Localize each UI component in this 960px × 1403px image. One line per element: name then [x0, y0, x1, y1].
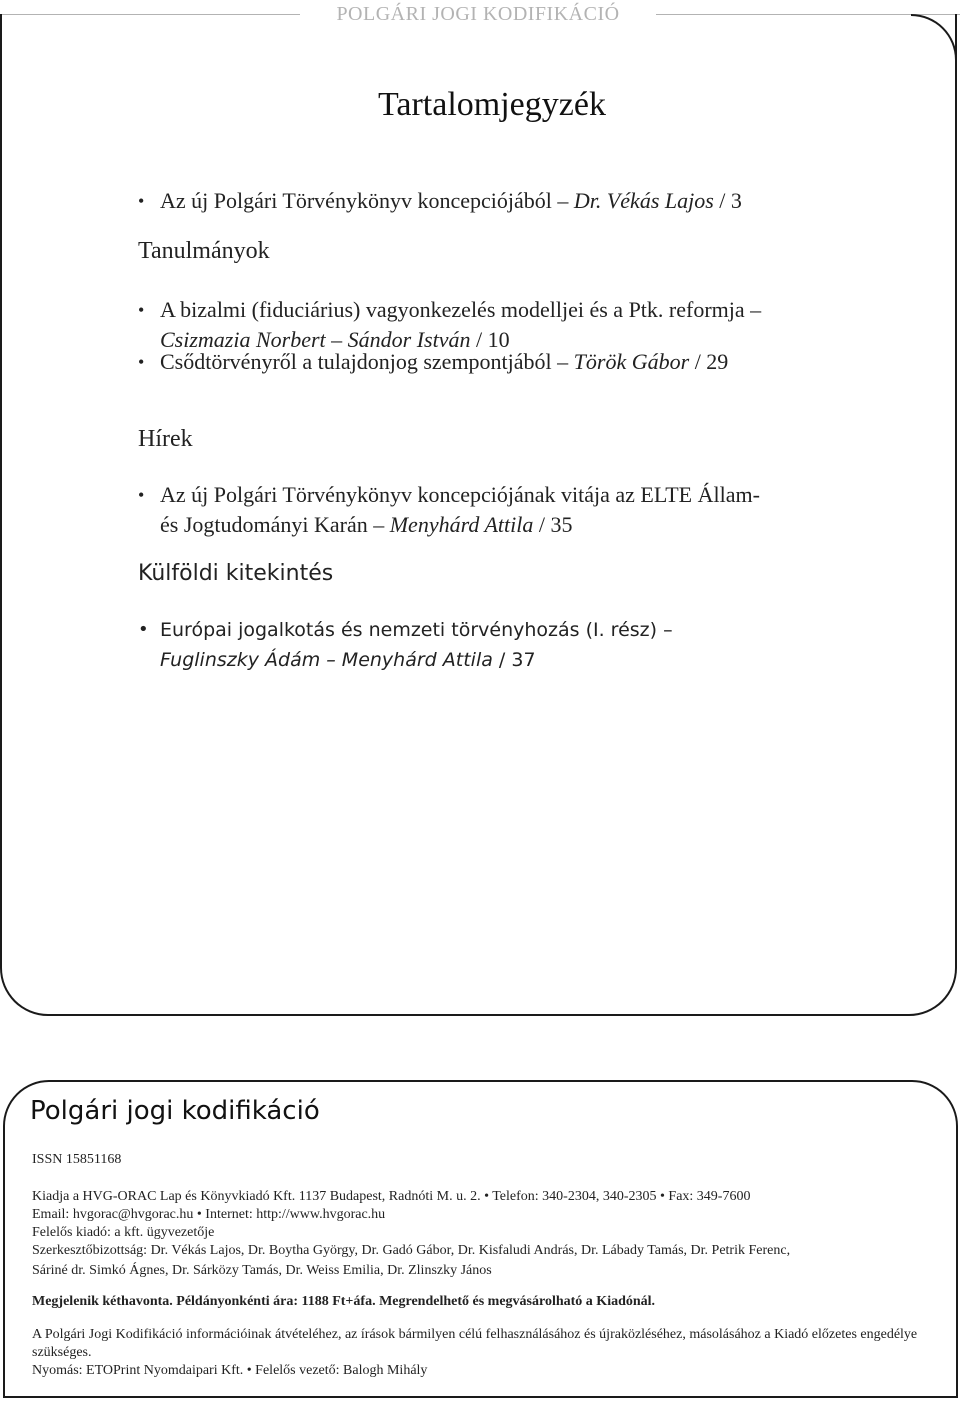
- imprint-title: Polgári jogi kodifikáció: [30, 1096, 320, 1126]
- entry-author: Török Gábor: [573, 349, 690, 374]
- bullet-icon: •: [138, 191, 145, 211]
- toc-entry: [138, 480, 760, 540]
- entry-text: Az új Polgári Törvénykönyv koncepciójának vitája az ELTE Állam-: [160, 482, 760, 507]
- entry-author: Menyhárd Attila: [389, 512, 534, 537]
- section-heading-tanulmanyok: Tanulmányok: [138, 238, 270, 264]
- contact-line: Email: hvgorac@hvgorac.hu • Internet: http://www.hvgorac.hu: [32, 1207, 386, 1222]
- toc-entry: [138, 347, 729, 377]
- frequency-price-note: Megjelenik kéthavonta. Példányonkénti ára: 1188 Ft+áfa. Megrendelhető és megvásárolható a Kiadónál.: [32, 1294, 656, 1309]
- bullet-icon: •: [138, 352, 145, 372]
- entry-page: / 29: [689, 349, 729, 374]
- copyright-note: A Polgári Jogi Kodifikáció információinak átvételéhez, az írások bármilyen célú felhasználásához és újraközléséhez, másolásához a Kiadó előzetes engedélye szükséges.: [32, 1327, 918, 1360]
- issn: ISSN 15851168: [32, 1152, 122, 1167]
- entry-page: / 10: [470, 327, 510, 352]
- responsible-publisher: Felelős kiadó: a kft. ügyvezetője: [32, 1225, 215, 1240]
- bullet-icon: •: [138, 619, 149, 640]
- entry-author: Csizmazia Norbert – Sándor István: [160, 327, 471, 352]
- toc-entry: [138, 295, 762, 355]
- toc-entry-lead: [138, 186, 742, 216]
- publisher-line: Kiadja a HVG-ORAC Lap és Könyvkiadó Kft. 1137 Budapest, Radnóti M. u. 2. • Telefon: 340-2304, 340-2305 • Fax: 349-7600: [32, 1189, 751, 1204]
- editorial-board-line2: Sáriné dr. Simkó Ágnes, Dr. Sárközy Tamás, Dr. Weiss Emilia, Dr. Zlinszky János: [32, 1263, 492, 1278]
- entry-text: Az új Polgári Törvénykönyv koncepciójából –: [160, 188, 574, 213]
- entry-text: Európai jogalkotás és nemzeti törvényhozás (I. rész) –: [160, 619, 673, 641]
- entry-author: Fuglinszky Ádám – Menyhárd Attila: [160, 649, 493, 671]
- section-heading-hirek: Hírek: [138, 426, 193, 452]
- editorial-board-line1: Szerkesztőbizottság: Dr. Vékás Lajos, Dr. Boytha György, Dr. Gadó Gábor, Dr. Kisfaludi András, Dr. Lábady Tamás, Dr. Petrik Ferenc,: [32, 1243, 791, 1258]
- section-heading-kulfoldi-kitekintes: Külföldi kitekintés: [138, 561, 334, 586]
- toc-title: Tartalomjegyzék: [378, 86, 606, 123]
- entry-page: / 3: [713, 188, 742, 213]
- running-head: POLGÁRI JOGI KODIFIKÁCIÓ: [336, 3, 620, 25]
- toc-entry: [138, 615, 673, 675]
- entry-text: A bizalmi (fiduciárius) vagyonkezelés modelljei és a Ptk. reformja –: [160, 297, 762, 322]
- printing-line: Nyomás: ETOPrint Nyomdaipari Kft. • Felelős vezető: Balogh Mihály: [32, 1363, 428, 1378]
- bullet-icon: •: [138, 300, 145, 320]
- entry-text: Csődtörvényről a tulajdonjog szempontjából –: [160, 349, 574, 374]
- entry-page: / 35: [533, 512, 573, 537]
- entry-text: és Jogtudományi Karán –: [160, 512, 390, 537]
- entry-author: Dr. Vékás Lajos: [573, 188, 714, 213]
- entry-page: / 37: [492, 649, 536, 671]
- bullet-icon: •: [138, 485, 145, 505]
